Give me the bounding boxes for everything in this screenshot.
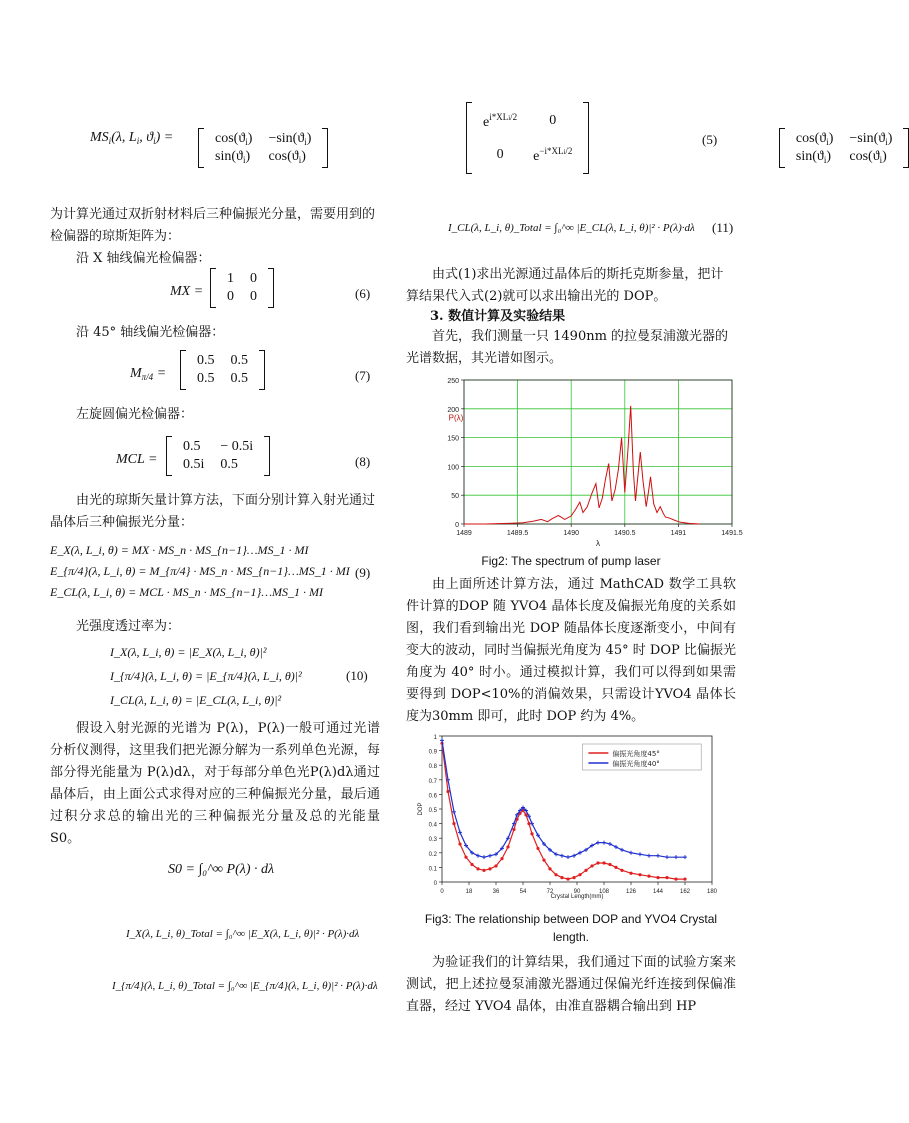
y-axis-label: DOP [418, 802, 424, 816]
x-tick-label: 18 [465, 889, 473, 895]
left-paragraph-5: 由光的琼斯矢量计算方法，下面分别计算入射光通过晶体后三种偏振光分量： [50, 493, 376, 530]
y-tick-label: 0.2 [428, 851, 437, 858]
left-paragraph-1: 为计算光通过双折射材料后三种偏振光分量，需要用到的检偏器的琼斯矩阵为： [50, 207, 376, 244]
data-point [470, 863, 473, 866]
equation-9-line-3: E_CL(λ, L_i, θ) = MCL · MS_n · MS_{n−1}…MS_1 · MI [50, 585, 323, 599]
equation-ICL-total: I_CL(λ, L_i, θ)_Total = ∫₀^∞ |E_CL(λ, L_i, θ)|² · P(λ)·dλ [448, 222, 695, 234]
y-tick-label: 0 [455, 522, 459, 529]
x-tick-label: 1491.5 [721, 530, 743, 537]
x-tick-label: 36 [492, 889, 500, 895]
data-point [488, 867, 491, 870]
y-tick-label: 0.4 [428, 822, 437, 829]
legend-label-1: 偏振光角度45° [612, 750, 660, 758]
dop-chart [412, 730, 720, 904]
x-tick-label: 162 [679, 889, 691, 895]
equation-6-matrix: 1 0 0 0 [210, 268, 274, 308]
data-point [548, 867, 551, 870]
data-point [608, 863, 611, 866]
right-paragraph-3: 由上面所述计算方法，通过 MathCAD 数学工具软件计算的DOP 随 YVO4 晶体长度及偏振光角度的关系如图，我们看到输出光 DOP 随晶体长度逐渐变小，中间有变大的波动，同时当偏振光角度为 45° 时 DOP 比偏振光角度为 40° 时小。通过模拟计算，我们可以得到如果需要得到 DOP<10%的消偏效果，只需设计YVO4 晶体长度为30mm 即可，此时 DOP 约为 4%。 [406, 577, 736, 724]
data-point [512, 828, 515, 831]
data-point [629, 872, 632, 875]
data-point [674, 855, 678, 859]
x-axis-label: λ [596, 539, 600, 548]
data-point [656, 854, 660, 858]
y-tick-label: 0.1 [428, 866, 437, 873]
x-tick-label: 1491 [670, 530, 687, 537]
data-point [560, 854, 564, 858]
equation-10-line-2: I_{π/4}(λ, L_i, θ) = |E_{π/4}(λ, L_i, θ)|² [110, 669, 302, 683]
data-point [482, 855, 486, 859]
data-point [560, 876, 563, 879]
data-point [572, 854, 576, 858]
data-point [578, 851, 582, 855]
equation-10-line-1: I_X(λ, L_i, θ) = |E_X(λ, L_i, θ)|² [110, 645, 267, 659]
data-point [572, 876, 575, 879]
equation-10-number: (10) [346, 668, 368, 683]
equation-8 [50, 436, 380, 482]
y-tick-label: 150 [447, 435, 459, 443]
y-tick-label: 200 [447, 406, 459, 414]
data-point [665, 876, 668, 879]
equation-8-matrix: 0.5 − 0.5i 0.5i 0.5 [166, 436, 270, 476]
data-point [614, 866, 617, 869]
data-point [614, 845, 618, 849]
y-tick-label: 250 [447, 378, 459, 385]
data-point [590, 864, 593, 867]
data-point [554, 873, 557, 876]
x-tick-label: 54 [519, 889, 527, 895]
equation-7-number: (7) [355, 368, 371, 383]
legend-label-2: 偏振光角度40° [612, 760, 660, 768]
data-point [620, 848, 624, 852]
data-point [629, 851, 633, 855]
data-point [638, 873, 641, 876]
left-paragraph-7: 假设入射光源的光谱为 P(λ)，P(λ)一般可通过光谱分析仪测得，这里我们把光源分解为一系列单色光源，每部分得光能量为 P(λ)dλ，对于每部分单色光P(λ)dλ通过晶体后，由上面公式求得对应的三种偏振光分量，最后通过积分求总的输出光的三种偏振光分量及总的光能量 S0。 [50, 721, 380, 846]
data-point [488, 854, 492, 858]
x-tick-label: 1490.5 [614, 530, 636, 537]
x-tick-label: 72 [546, 889, 554, 895]
equation-5-number: (5) [702, 132, 718, 147]
data-point [452, 822, 455, 825]
right-paragraph-4: 为验证我们的计算结果，我们通过下面的试验方案来测试，把上述拉曼泵浦激光器通过保偏光纤连接到保偏准直器，经过 YVO4 晶体，由准直器耦合输出到 HP [406, 955, 736, 1014]
equation-9-line-2: E_{π/4}(λ, L_i, θ) = M_{π/4} · MS_n · MS_{n−1}…MS_1 · MI [50, 564, 350, 578]
data-point [542, 859, 545, 862]
y-tick-label: 0.7 [428, 778, 437, 785]
data-point [602, 841, 606, 845]
data-point [506, 845, 509, 848]
data-point [578, 873, 581, 876]
data-point [464, 856, 467, 859]
y-tick-label: 0.3 [428, 837, 437, 844]
section-heading: 3. 数值计算及实验结果 [430, 309, 566, 324]
data-point [620, 869, 623, 872]
equation-11-number: (11) [712, 220, 734, 235]
data-point [602, 861, 605, 864]
equation-10 [50, 640, 380, 716]
equation-5-matrix-1: $\cos(ϑ_i)$ $-\sin(ϑ_i)$ $\sin(ϑ_i)$ $\cos(ϑ_i)$ [198, 128, 328, 168]
data-point [494, 864, 497, 867]
fig2-caption: Fig2: The spectrum of pump laser [481, 554, 661, 568]
data-point [665, 855, 669, 859]
data-point [647, 854, 651, 858]
equation-7-matrix: 0.5 0.5 0.5 0.5 [180, 350, 265, 390]
data-point [683, 855, 687, 859]
equation-S0: S0 = ∫₀^∞ P(λ) · dλ [168, 862, 275, 877]
data-point [638, 852, 642, 856]
x-tick-label: 180 [706, 889, 718, 895]
y-tick-label: 0.6 [428, 793, 437, 800]
x-tick-label: 1489 [456, 530, 472, 537]
equation-8-lhs: MCL = [116, 452, 158, 467]
data-point [608, 842, 612, 846]
left-paragraph-6: 光强度透过率为： [76, 619, 181, 634]
data-point [500, 857, 503, 860]
equation-9-number: (9) [355, 565, 371, 580]
data-point [440, 738, 444, 742]
data-point [566, 877, 569, 880]
y-axis-label: P(λ) [448, 413, 464, 423]
data-point [584, 869, 587, 872]
data-point [683, 877, 686, 880]
y-tick-label: 1 [433, 735, 437, 741]
equation-6-lhs: MX = [170, 284, 204, 299]
data-point [458, 830, 462, 834]
x-axis-label: Crystal Length(mm) [550, 894, 604, 900]
data-point [458, 842, 461, 845]
spectrum-chart [440, 374, 743, 548]
data-point [530, 822, 534, 826]
data-point [674, 877, 677, 880]
y-tick-label: 0.9 [428, 749, 437, 756]
right-paragraph-2: 首先，我们测量一只 1490nm 的拉曼泵浦激光器的光谱数据，其光谱如图示。 [406, 329, 729, 366]
x-tick-label: 108 [598, 889, 610, 895]
data-point [536, 847, 539, 850]
left-paragraph-3: 沿 45° 轴线偏光检偏器： [76, 325, 225, 340]
left-paragraph-4: 左旋圆偏光检偏器： [76, 407, 194, 422]
x-tick-label: 90 [573, 889, 581, 895]
x-tick-label: 1489.5 [506, 530, 529, 537]
data-point [656, 876, 659, 879]
fig3-caption: Fig3: The relationship between DOP and YVO4 Crystal length. [424, 912, 718, 944]
y-tick-label: 50 [451, 493, 459, 501]
x-tick-label: 126 [625, 889, 637, 895]
data-point [596, 841, 600, 845]
y-tick-label: 0 [433, 881, 437, 887]
equation-Ipi4-total: I_{π/4}(λ, L_i, θ)_Total = ∫₀^∞ |E_{π/4}(λ, L_i, θ)|² · P(λ)·dλ [112, 980, 378, 992]
y-tick-label: 0.5 [428, 808, 437, 814]
equation-IX-total: I_X(λ, L_i, θ)_Total = ∫₀^∞ |E_X(λ, L_i, θ)|² · P(λ)·dλ [126, 928, 360, 940]
data-point [596, 861, 599, 864]
data-point [566, 855, 570, 859]
x-tick-label: 0 [440, 889, 444, 895]
data-point [647, 875, 650, 878]
equation-8-number: (8) [355, 454, 371, 469]
y-tick-label: 0.8 [428, 764, 437, 771]
y-tick-label: 100 [447, 464, 459, 472]
right-paragraph-1: 由式(1)求出光源通过晶体后的斯托克斯参量，把计算结果代入式(2)就可以求出输出光的 DOP。 [406, 267, 724, 304]
equation-7-lhs: $M_{\pi/4}$ = [130, 366, 167, 382]
x-tick-label: 144 [652, 889, 664, 895]
data-point [476, 854, 480, 858]
series-line-1 [464, 406, 700, 524]
data-point [476, 867, 479, 870]
data-point [482, 869, 485, 872]
equation-6-number: (6) [355, 286, 371, 301]
equation-5-matrix-3: $\cos(ϑ_i)$ $-\sin(ϑ_i)$ $\sin(ϑ_i)$ $\cos(ϑ_i)$ [779, 128, 909, 168]
equation-9-line-1: E_X(λ, L_i, θ) = MX · MS_n · MS_{n−1}…MS_1 · MI [50, 543, 309, 557]
data-point [530, 832, 533, 835]
equation-5-lhs: $MS_i(\lambda$, $L_i$, $ϑ_i$) = [90, 130, 174, 146]
equation-6 [50, 268, 380, 314]
equation-5-matrix-2: $e^{i*XLi/2}$ 0 0 $e^{-i*XLi/2}$ [466, 102, 589, 174]
equation-5 [90, 100, 893, 180]
data-point [446, 790, 449, 793]
left-paragraph-2: 沿 X 轴线偏光检偏器： [76, 251, 211, 266]
x-tick-label: 1490 [563, 530, 579, 537]
equation-10-line-3: I_CL(λ, L_i, θ) = |E_CL(λ, L_i, θ)|² [110, 693, 282, 707]
equation-7 [50, 350, 380, 396]
equation-9 [50, 540, 380, 606]
